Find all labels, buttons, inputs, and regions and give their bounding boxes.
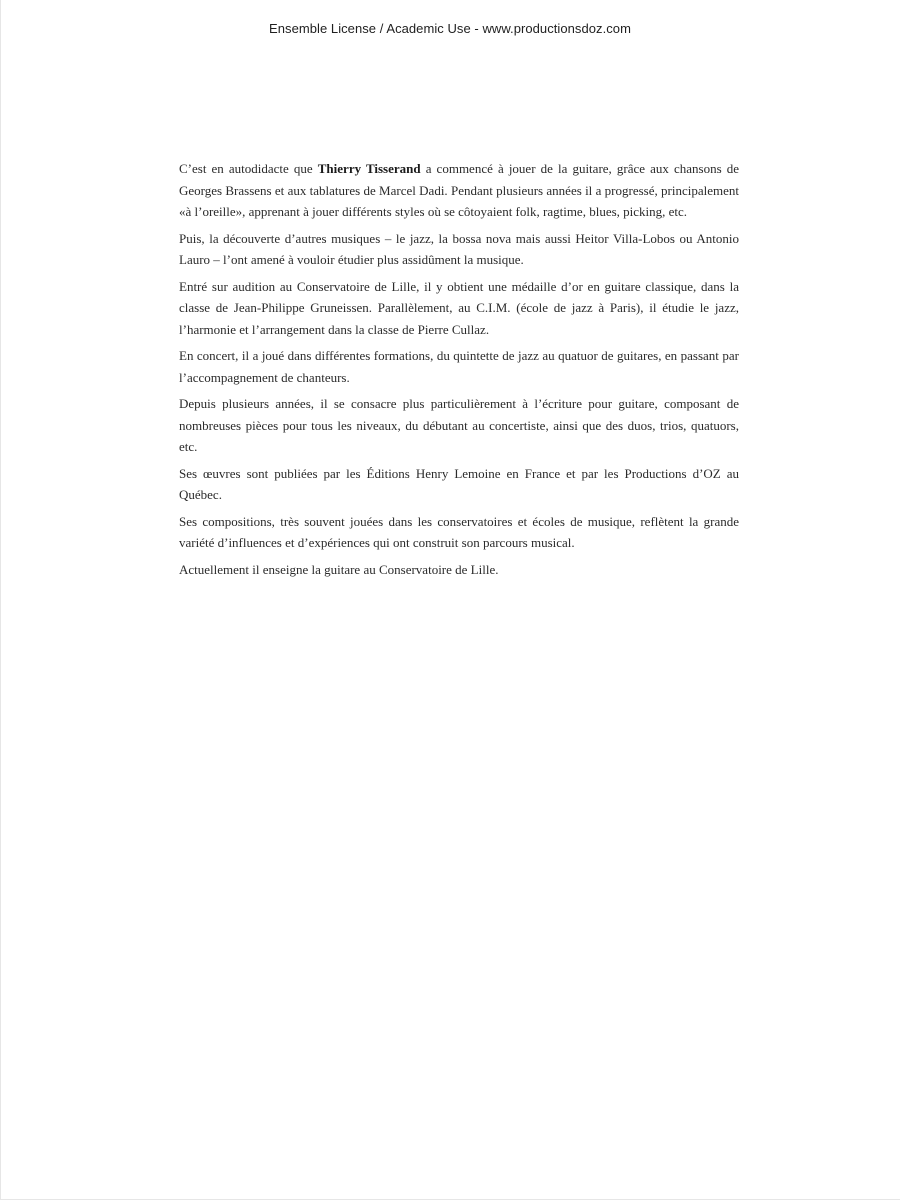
license-header: Ensemble License / Academic Use - www.productionsdoz.com	[269, 21, 631, 36]
author-name: Thierry Tisserand	[317, 161, 421, 176]
bio-paragraph-8: Actuellement il enseigne la guitare au Conservatoire de Lille.	[179, 561, 499, 577]
bio-paragraph-1	[179, 158, 739, 223]
bio-paragraph-5: Depuis plusieurs années, il se consacre plus particulièrement à l’écriture pour guitare, composant de nombreuses pièces pour tous les niveaux, du débutant au concertiste, ainsi que des duos, trios, quatuors, etc.	[179, 396, 739, 454]
bio-paragraph-2: Puis, la découverte d’autres musiques – le jazz, la bossa nova mais aussi Heitor Villa-Lobos ou Antonio Lauro – l’ont amené à vouloir étudier plus assidûment la musique.	[179, 230, 739, 267]
biography-text	[179, 158, 739, 585]
bio-paragraph-1-lead: C’est en autodidacte que	[179, 161, 318, 176]
bio-paragraph-6: Ses œuvres sont publiées par les Éditions Henry Lemoine en France et par les Productions d’OZ au Québec.	[179, 465, 739, 502]
bio-paragraph-3: Entré sur audition au Conservatoire de Lille, il y obtient une médaille d’or en guitare classique, dans la classe de Jean-Philippe Gruneissen. Parallèlement, au C.I.M. (école de jazz à Paris), il étudie le jazz, l’harmonie et l’arrangement dans la classe de Pierre Cullaz.	[179, 278, 739, 337]
bio-paragraph-7: Ses compositions, très souvent jouées dans les conservatoires et écoles de musique, reflètent la grande variété d’influences et d’expériences qui ont construit son parcours musical.	[179, 513, 739, 550]
bio-paragraph-1-rest: a commencé à jouer de la guitare, grâce aux chansons de Georges Brassens et aux tablatures de Marcel Dadi. Pendant plusieurs années il a progressé, principalement «à l’oreille», apprenant à jouer différents styles où se côtoyaient folk, ragtime, blues, picking, etc.	[179, 161, 739, 219]
bio-paragraph-4: En concert, il a joué dans différentes formations, du quintette de jazz au quatuor de guitares, en passant par l’accompagnement de chanteurs.	[179, 348, 739, 385]
